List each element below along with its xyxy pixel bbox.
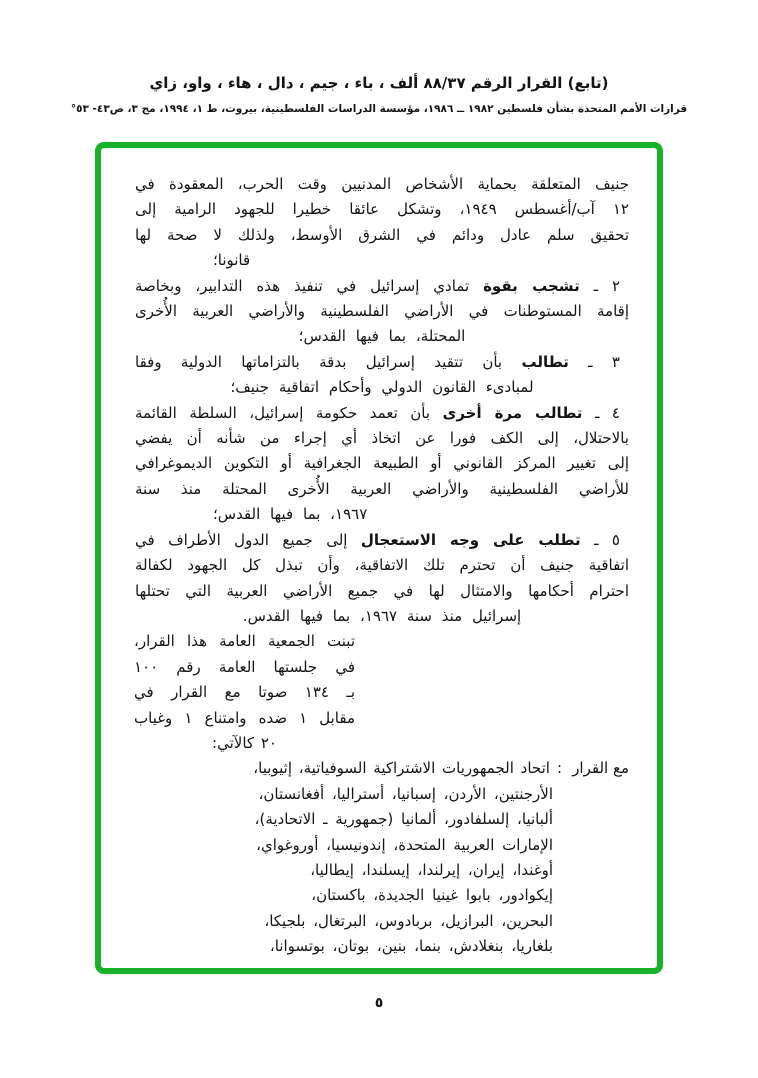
paragraph-1 <box>135 172 629 274</box>
countries-line: إيكوادور، بابوا غينيا الجديدة، باكستان، <box>311 886 553 905</box>
text-line: قانونا؛ <box>213 251 251 270</box>
clause-text: تمادي إسرائيل في تنفيذ هذه التدابير، وبخاصة <box>135 276 470 295</box>
text-line: اتفاقية جنيف أن تحترم تلك الاتفاقية، وأن تبذل كل الجهود لكفالة <box>135 556 629 575</box>
paragraph-4 <box>135 401 629 528</box>
countries-line: اتحاد الجمهوريات الاشتراكية السوفياتية، إثيوبيا، <box>253 759 550 778</box>
clause-first-line <box>135 528 629 553</box>
text-line: ١٩٦٧، بما فيها القدس؛ <box>213 505 368 524</box>
clause-first-line <box>135 350 629 375</box>
countries-line: ألبانيا، إلسلفادور، ألمانيا (جمهورية ـ الاتحادية)، <box>254 810 553 829</box>
clause-number: ٢ ـ <box>593 276 620 295</box>
text-line: بالاحتلال، إلى الكف فورا عن اتخاذ أي إجراء من شأنه أن يفضي <box>135 429 629 448</box>
clause-verb: تطالب <box>521 352 569 371</box>
countries-line: بلغاريا، بنغلادش، بنما، بنين، بوتان، بوتسوانا، <box>269 937 553 956</box>
paragraph-5 <box>135 528 629 630</box>
text-line: إقامة المستوطنات في الأراضي الفلسطينية والأراضي العربية الأُخرى <box>135 302 629 321</box>
vote-note <box>134 629 355 756</box>
text-line: للأراضي الفلسطينية والأراضي العربية الأُخرى المحتلة منذ سنة <box>135 479 629 498</box>
text-line: إسرائيل منذ سنة ١٩٦٧، بما فيها القدس. <box>242 606 522 625</box>
vote-line: في جلستها العامة رقم ١٠٠ <box>134 657 355 676</box>
countries-colon: : <box>556 759 562 778</box>
vote-line: مقابل ١ ضده وامتناع ١ وغياب <box>134 708 355 727</box>
vote-line: تبنت الجمعية العامة هذا القرار، <box>134 632 355 651</box>
countries-line: البحرين، البرازيل، بربادوس، البرتغال، بلجيكا، <box>264 911 553 930</box>
resolution-text-column <box>101 148 657 968</box>
page-title: (تابع) القرار الرقم ٨٨/٣٧ ألف ، باء ، جيم ، دال ، هاء ، واو، زاي <box>149 74 609 92</box>
text-line: احترام أحكامها والامتثال لها في جميع الأراضي العربية التي تحتلها <box>135 581 629 600</box>
page-number: ٥ <box>374 995 384 1011</box>
clause-text: إلى جميع الدول الأطراف في <box>135 530 348 549</box>
clause-first-line <box>135 401 629 426</box>
clause-text: بأن تعمد حكومة إسرائيل، السلطة القائمة <box>135 403 431 422</box>
clause-verb: تشجب بقوة <box>483 276 580 295</box>
vote-line: بـ ١٣٤ صوتا مع القرار في <box>134 683 355 702</box>
vote-line: ٢٠ كالآتي: <box>212 733 277 752</box>
countries-line: الأرجنتين، الأردن، إسبانيا، أستراليا، أفغانستان، <box>258 784 553 803</box>
paragraph-3 <box>135 350 629 401</box>
countries-continuation <box>135 782 553 960</box>
countries-line: أوغندا، إيران، إيرلندا، إيسلندا، إيطاليا، <box>310 860 553 879</box>
clause-verb: تطلب على وجه الاستعجال <box>360 530 581 549</box>
clause-first-line <box>135 274 629 299</box>
green-frame <box>95 142 663 974</box>
source-citation-line: قرارات الأمم المتحدة بشأن فلسطين ١٩٨٢ ــ ١٩٨٦، مؤسسة الدراسات الفلسطينية، بيروت، ط ١، ١٩٩٤، مج ٣، ص٤٣- ٥٣° <box>70 103 688 115</box>
clause-number: ٥ ـ <box>594 530 620 549</box>
countries-first-line <box>135 756 629 781</box>
text-line: ١٢ آب/أغسطس ١٩٤٩، وتشكل عائقا خطيرا للجهود الرامية إلى <box>135 200 629 219</box>
countries-line: الإمارات العربية المتحدة، إندونيسيا، أوروغواي، <box>256 835 553 854</box>
text-line: تحقيق سلم عادل ودائم في الشرق الأوسط، ولذلك لا صحة لها <box>135 225 629 244</box>
countries-label: مع القرار <box>572 759 629 778</box>
text-line: إلى تغيير المركز القانوني أو الطبيعة الجغرافية أو التكوين الديموغرافي <box>135 454 629 473</box>
clause-number: ٣ ـ <box>588 352 620 371</box>
clause-verb: تطالب مرة أخرى <box>442 403 583 422</box>
clause-number: ٤ ـ <box>594 403 620 422</box>
paragraph-2 <box>135 274 629 350</box>
text-line: جنيف المتعلقة بحماية الأشخاص المدنيين وقت الحرب، المعقودة في <box>135 175 629 193</box>
clause-text: بأن تتقيد إسرائيل بدقة بالتزاماتها الدولية وفقا <box>135 352 503 371</box>
text-line: المحتلة، بما فيها القدس؛ <box>298 327 466 346</box>
countries-list <box>135 756 629 959</box>
text-line: لمبادىء القانون الدولي وأحكام اتفاقية جنيف؛ <box>230 378 534 397</box>
